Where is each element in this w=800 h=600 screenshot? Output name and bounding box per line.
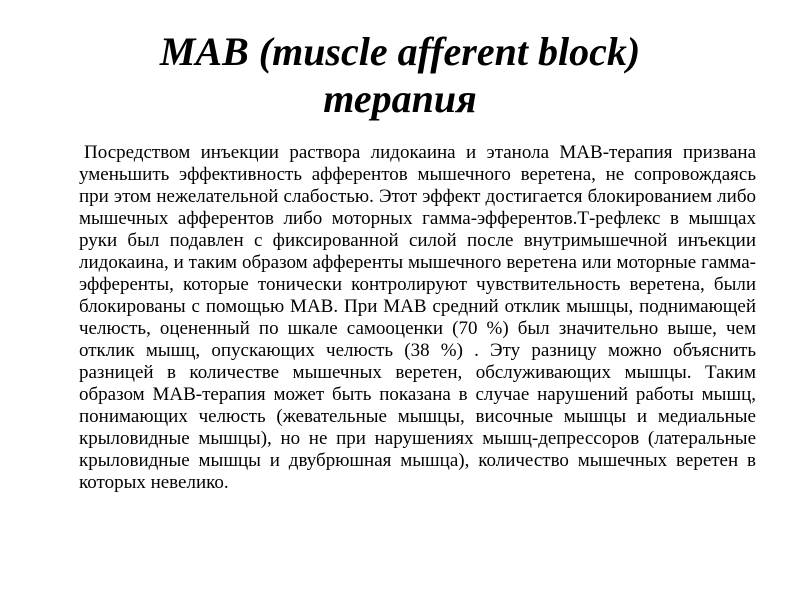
slide-title-line-2: терапия [323, 76, 477, 121]
slide-title [40, 28, 760, 122]
slide-title-line-1: MAB (muscle afferent block) [159, 29, 641, 74]
slide-body-text: Посредством инъекции раствора лидокаина и этанола МАВ-терапия призвана уменьшить эффективность афферентов мышечного веретена, не сопровождаясь при этом нежелательной слабостью. Этот эффект достигается блокированием либо мышечных афферентов либо моторных гамма-эфферентов.Т-рефлекс в мышцах руки был подавлен с фиксированной силой после внутримышечной инъекции лидокаина, и таким образом афференты мышечного веретена или моторные гамма-эфференты, которые тонически контролируют чувствительность веретена, были блокированы с помощью МАВ. При МАВ средний отклик мышцы, поднимающей челюсть, оцененный по шкале самооценки (70 %) был значительно выше, чем отклик мышц, опускающих челюсть (38 %) . Эту разницу можно объяснить разницей в количестве мышечных веретен, обслуживающих мышцы. Таким образом МАВ-терапия может быть показана в случае нарушений работы мышц, понимающих челюсть (жевательные мышцы, височные мышцы и медиальные крыловидные мышцы), но не при нарушениях мышц-депрессоров (латеральные крыловидные мышцы и двубрюшная мышца), количество мышечных веретен в которых невелико. [79, 142, 756, 493]
